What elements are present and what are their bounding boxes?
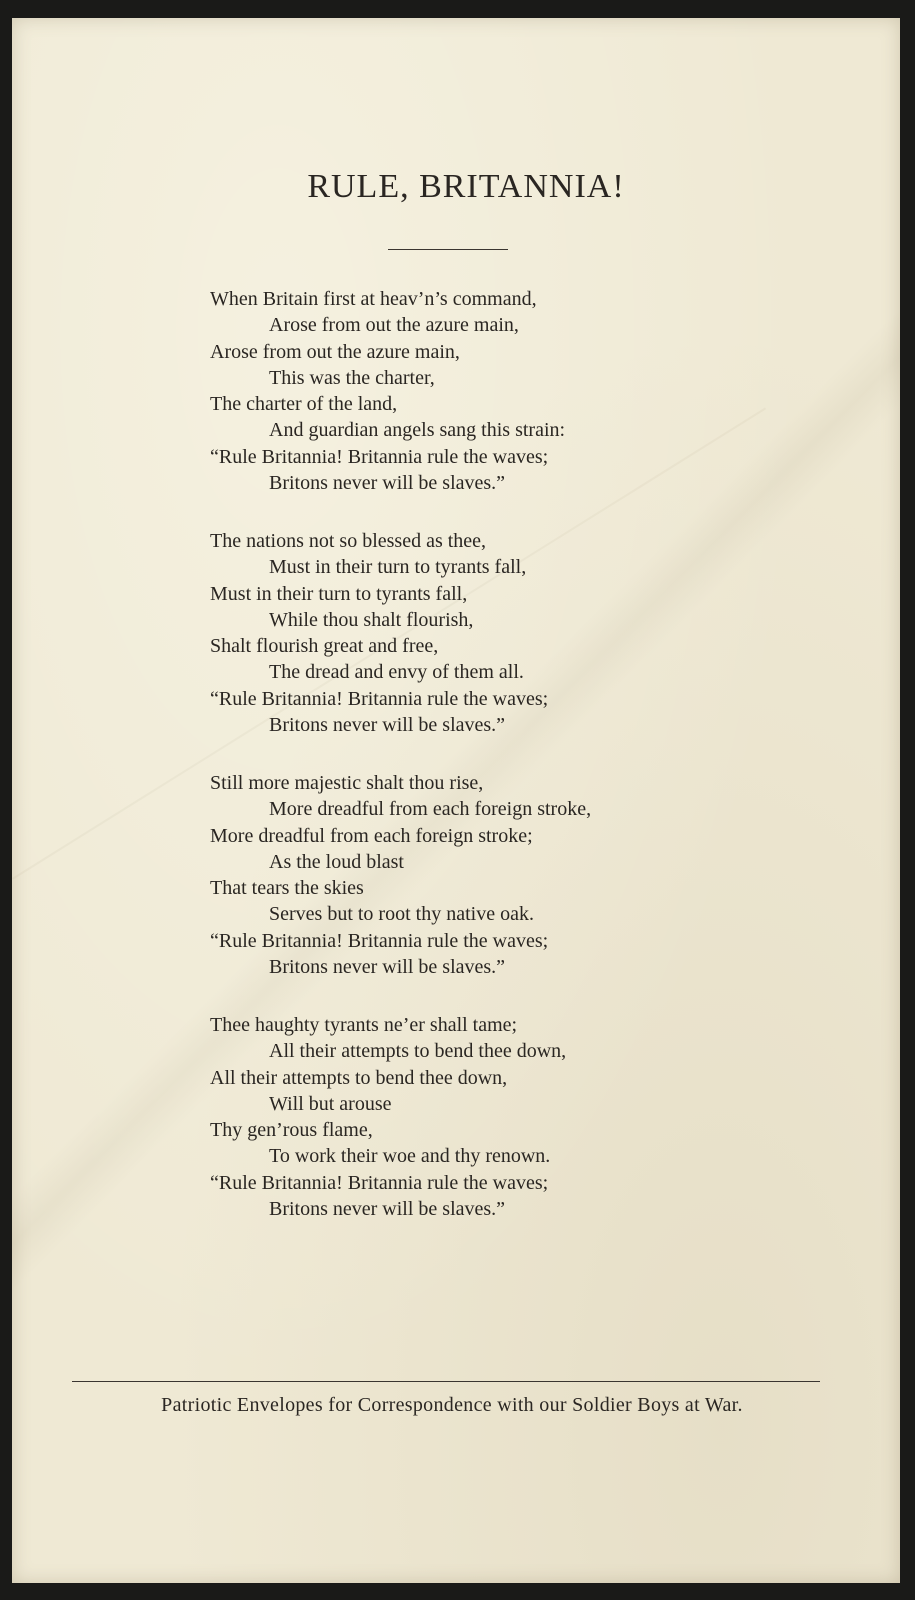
verse-line: Still more majestic shalt thou rise, <box>210 772 484 794</box>
verse-line: While thou shalt flourish, <box>269 608 474 631</box>
stanza-4 <box>210 1012 830 1222</box>
verse-line: “Rule Britannia! Britannia rule the waves; <box>210 445 549 468</box>
verse-line: Britons never will be slaves.” <box>269 956 506 979</box>
verse-line: This was the charter, <box>269 366 435 389</box>
verse-line: The charter of the land, <box>210 393 398 416</box>
verse-line: Must in their turn to tyrants fall, <box>269 556 527 579</box>
verse-line: Britons never will be slaves.” <box>269 472 506 495</box>
verse-line: Arose from out the azure main, <box>269 314 519 337</box>
verse-line: And guardian angels sang this strain: <box>269 419 566 442</box>
verse-line: Thee haughty tyrants ne’er shall tame; <box>210 1014 518 1036</box>
verse-line: To work their woe and thy renown. <box>269 1145 551 1168</box>
verse-line: Britons never will be slaves.” <box>269 714 506 737</box>
footer-divider <box>72 1381 820 1382</box>
verse-line: All their attempts to bend thee down, <box>210 1066 508 1089</box>
stanza-2 <box>210 528 830 738</box>
verse-line: Shalt flourish great and free, <box>210 635 439 658</box>
stanza-3 <box>210 770 830 980</box>
verse-line: All their attempts to bend thee down, <box>269 1040 567 1063</box>
verse-line: More dreadful from each foreign stroke, <box>269 798 592 821</box>
page-title: RULE, BRITANNIA! <box>307 168 625 205</box>
verse-line: “Rule Britannia! Britannia rule the waves; <box>210 1171 549 1194</box>
verse-line: Will but arouse <box>269 1092 392 1115</box>
verse-line: Thy gen’rous flame, <box>210 1119 373 1142</box>
verse-line: Arose from out the azure main, <box>210 340 460 363</box>
verse-line: Must in their turn to tyrants fall, <box>210 582 468 605</box>
verse-line: Serves but to root thy native oak. <box>269 903 534 926</box>
stanza-1 <box>210 286 830 496</box>
footer-caption: Patriotic Envelopes for Correspondence with our Soldier Boys at War. <box>161 1394 743 1416</box>
verse-line: When Britain first at heav’n’s command, <box>210 288 537 310</box>
verse-line: That tears the skies <box>210 877 364 900</box>
title-divider <box>388 249 508 250</box>
verse-line: Britons never will be slaves.” <box>269 1198 506 1221</box>
verse-line: The dread and envy of them all. <box>269 661 524 684</box>
verse-line: “Rule Britannia! Britannia rule the waves; <box>210 687 549 710</box>
verse-line: More dreadful from each foreign stroke; <box>210 824 533 847</box>
verse-line: As the loud blast <box>269 850 404 873</box>
verse-line: “Rule Britannia! Britannia rule the waves; <box>210 929 549 952</box>
verse-line: The nations not so blessed as thee, <box>210 530 487 552</box>
envelope-page <box>12 18 900 1583</box>
